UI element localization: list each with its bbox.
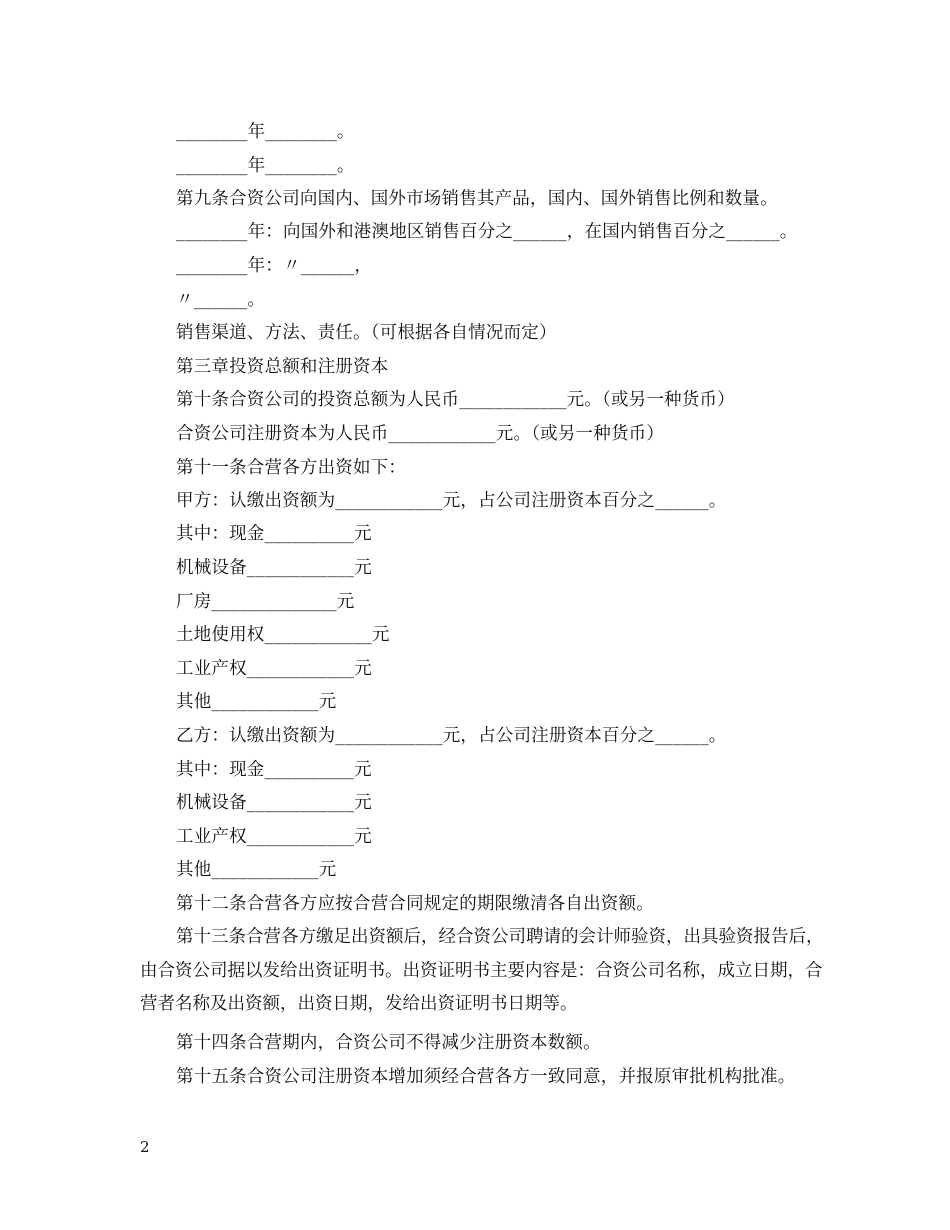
text-line: 其中：现金__________元: [176, 760, 372, 780]
text-line: 乙方：认缴出资额为____________元，占公司注册资本百分之______。: [176, 726, 727, 746]
text-line: 第十一条合营各方出资如下：: [176, 458, 407, 478]
text-line: ________年：〃______，: [176, 256, 373, 276]
text-line: 工业产权____________元: [176, 659, 372, 679]
text-line: 其他____________元: [176, 860, 337, 880]
text-line: 第九条合资公司向国内、国外市场销售其产品，国内、国外销售比例和数量。: [176, 189, 778, 209]
text-line: 合资公司注册资本为人民币____________元。（或另一种货币）: [176, 424, 665, 444]
article-13-paragraph: [140, 921, 830, 1022]
text-line: 销售渠道、方法、责任。（可根据各自情况而定）: [176, 323, 557, 343]
text-line: 机械设备____________元: [176, 793, 372, 813]
text-line: 第十条合资公司的投资总额为人民币____________元。（或另一种货币）: [176, 390, 735, 410]
page-number: 2: [140, 1138, 150, 1156]
text-line: 其他____________元: [176, 692, 337, 712]
text-line: ________年________。: [176, 122, 355, 142]
chapter-heading: 第三章投资总额和注册资本: [176, 357, 389, 377]
text-line: 〃______。: [176, 290, 266, 310]
text-line: ________年：向国外和港澳地区销售百分之______，在国内销售百分之______。: [176, 222, 798, 242]
text-line: 厂房______________元: [176, 592, 355, 612]
text-line: 其中：现金__________元: [176, 524, 372, 544]
text-line: 机械设备____________元: [176, 558, 372, 578]
text-line: ________年________。: [176, 156, 355, 176]
text-line: 甲方：认缴出资额为____________元，占公司注册资本百分之______。: [176, 491, 727, 511]
text-line: 土地使用权____________元: [176, 625, 390, 645]
text-line: 第十二条合营各方应按合营合同规定的期限缴清各自出资额。: [176, 894, 654, 914]
article-15-line: 第十五条合资公司注册资本增加须经合营各方一致同意，并报原审批机构批准。: [176, 1067, 796, 1087]
article-13-text: 第十三条合营各方缴足出资额后，经合资公司聘请的会计师验资，出具验资报告后，由合资公司据以发给出资证明书。出资证明书主要内容是：合资公司名称，成立日期，合营者名称及出资额，出资日期，发给出资证明书日期等。: [140, 927, 824, 1014]
article-14-line: 第十四条合营期内，合资公司不得减少注册资本数额。: [176, 1033, 601, 1053]
text-line: 工业产权____________元: [176, 827, 372, 847]
